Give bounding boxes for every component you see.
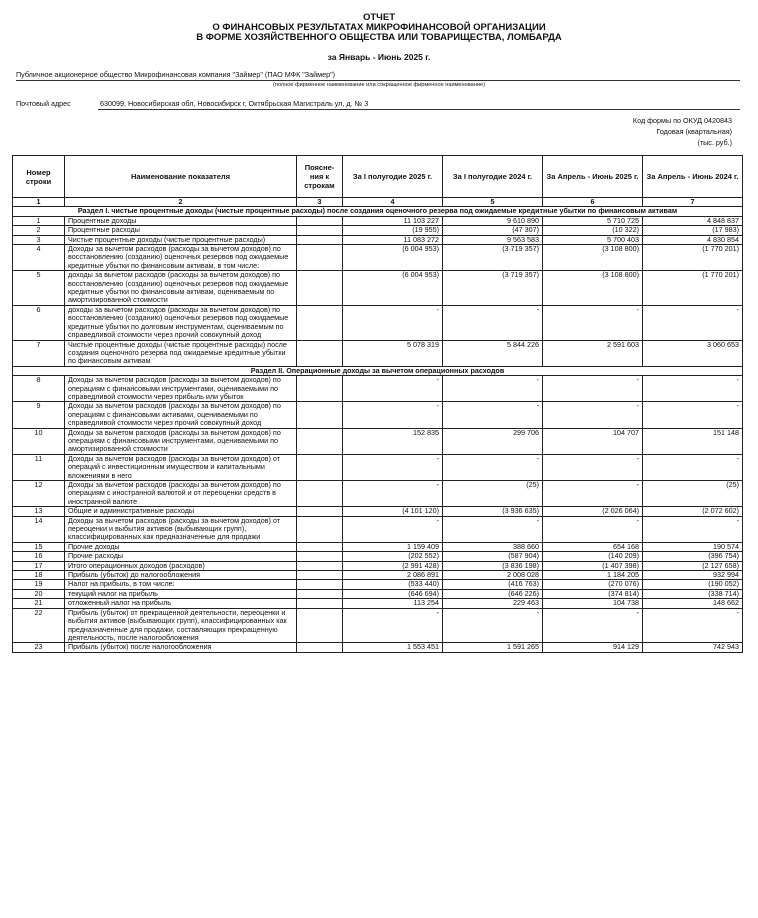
value-q2-2025: 104 738 — [543, 599, 643, 608]
value-h1-2024: - — [443, 516, 543, 542]
table-row — [13, 608, 743, 643]
report-period: за Январь - Июнь 2025 г. — [327, 52, 431, 62]
address-label: Почтовый адрес — [16, 99, 71, 108]
row-name: Чистые процентные доходы (чистые процентные расходы) — [65, 235, 297, 244]
value-q2-2025: 5 700 403 — [543, 235, 643, 244]
value-h1-2025: 5 078 319 — [343, 340, 443, 366]
row-number: 11 — [13, 454, 65, 480]
row-name: Доходы за вычетом расходов (расходы за вычетом доходов) по операциям с финансовыми инструментами, оцениваемыми по справедливой стоимости через прибыль или убыток — [65, 376, 297, 402]
value-q2-2024: (396 754) — [643, 552, 743, 561]
value-h1-2024: (3 719 357) — [443, 245, 543, 271]
row-number: 14 — [13, 516, 65, 542]
row-name: доходы за вычетом расходов (расходы за вычетом доходов) по восстановлению (созданию) оценочных резервов под ожидаемые кредитные убытки по долговым инструментам, оцениваемым по справедливой стоимости через прочий совокупный доход — [65, 305, 297, 340]
value-h1-2024: (646 226) — [443, 589, 543, 598]
value-h1-2025: - — [343, 376, 443, 402]
row-note — [297, 305, 343, 340]
value-h1-2025: 11 103 227 — [343, 216, 443, 225]
value-q2-2025: - — [543, 608, 643, 643]
report-subtitle-2: В ФОРМЕ ХОЗЯЙСТВЕННОГО ОБЩЕСТВА ИЛИ ТОВАРИЩЕСТВА, ЛОМБАРДА — [196, 32, 562, 43]
row-number: 12 — [13, 481, 65, 507]
column-number: 4 — [343, 198, 443, 207]
value-q2-2024: (190 052) — [643, 580, 743, 589]
row-note — [297, 561, 343, 570]
header-h1-2024: За I полугодие 2024 г. — [443, 156, 543, 198]
row-note — [297, 245, 343, 271]
value-h1-2025: - — [343, 481, 443, 507]
table-row — [13, 402, 743, 428]
value-q2-2024: (338 714) — [643, 589, 743, 598]
value-h1-2024: (587 904) — [443, 552, 543, 561]
table-row — [13, 305, 743, 340]
value-h1-2024: (3 936 635) — [443, 507, 543, 516]
row-number: 16 — [13, 552, 65, 561]
table-row — [13, 516, 743, 542]
value-h1-2025: (202 552) — [343, 552, 443, 561]
row-note — [297, 608, 343, 643]
row-note — [297, 571, 343, 580]
value-q2-2024: 742 943 — [643, 643, 743, 652]
value-q2-2024: 4 830 854 — [643, 235, 743, 244]
row-number: 10 — [13, 428, 65, 454]
row-number: 8 — [13, 376, 65, 402]
value-h1-2024: - — [443, 402, 543, 428]
value-q2-2025: - — [543, 402, 643, 428]
value-q2-2024: - — [643, 608, 743, 643]
value-q2-2024: (25) — [643, 481, 743, 507]
organization-hint: (полное фирменное наименование или сокращенное фирменное наименование) — [273, 82, 485, 88]
value-q2-2025: 654 168 — [543, 542, 643, 551]
value-q2-2025: 104 707 — [543, 428, 643, 454]
value-h1-2025: (6 004 953) — [343, 245, 443, 271]
value-q2-2024: 4 848 837 — [643, 216, 743, 225]
column-number: 3 — [297, 198, 343, 207]
value-q2-2025: - — [543, 516, 643, 542]
row-note — [297, 402, 343, 428]
value-h1-2024: 9 563 583 — [443, 235, 543, 244]
row-name: Чистые процентные доходы (чистые процентные расходы) после создания оценочного резерва под ожидаемые кредитные убытки по финансовым активам — [65, 340, 297, 366]
row-name: Доходы за вычетом расходов (расходы за вычетом доходов) от переоценки и выбытия активов (выбывающих групп), классифицированных как предназначенные для продажи — [65, 516, 297, 542]
value-q2-2025: (140 209) — [543, 552, 643, 561]
value-q2-2024: - — [643, 305, 743, 340]
row-name: Прибыль (убыток) после налогообложения — [65, 643, 297, 652]
value-h1-2025: (533 440) — [343, 580, 443, 589]
value-h1-2024: 1 591 265 — [443, 643, 543, 652]
value-h1-2025: 1 553 451 — [343, 643, 443, 652]
value-q2-2024: - — [643, 454, 743, 480]
value-q2-2024: - — [643, 402, 743, 428]
table-row — [13, 226, 743, 235]
value-q2-2025: - — [543, 305, 643, 340]
header-h1-2025: За I полугодие 2025 г. — [343, 156, 443, 198]
value-q2-2025: - — [543, 481, 643, 507]
row-name: Доходы за вычетом расходов (расходы за вычетом доходов) по операциям с финансовыми активами, оцениваемыми по справедливой стоимости через прочий совокупный доход — [65, 402, 297, 428]
organization-name: Публичное акционерное общество Микрофинансовая компания "Займер" (ПАО МФК "Займер") — [16, 70, 336, 79]
row-number: 19 — [13, 580, 65, 589]
address-underline — [98, 109, 740, 110]
row-note — [297, 340, 343, 366]
row-number: 20 — [13, 589, 65, 598]
value-q2-2025: 1 184 205 — [543, 571, 643, 580]
row-name: Процентные расходы — [65, 226, 297, 235]
value-h1-2025: (19 955) — [343, 226, 443, 235]
value-h1-2025: - — [343, 516, 443, 542]
value-h1-2025: 152 835 — [343, 428, 443, 454]
row-name: Доходы за вычетом расходов (расходы за вычетом доходов) по восстановлению (созданию) оценочных резервов под ожидаемые кредитные убытки по финансовым активам, в том числе: — [65, 245, 297, 271]
table-row — [13, 643, 743, 652]
row-note — [297, 507, 343, 516]
row-name: Общие и административные расходы — [65, 507, 297, 516]
report-title: ОТЧЕТ — [362, 12, 395, 23]
address-value: 630099, Новосибирская обл, Новосибирск г, Октябрьская Магистраль ул, д. № 3 — [100, 99, 369, 108]
section-1-title: Раздел I. чистые процентные доходы (чистые процентные расходы) после создания оценочного резерва под ожидаемые кредитные убытки по финансовым активам — [13, 207, 743, 216]
row-number: 21 — [13, 599, 65, 608]
value-h1-2024: (25) — [443, 481, 543, 507]
table-row — [13, 428, 743, 454]
value-h1-2024: 388 660 — [443, 542, 543, 551]
value-h1-2024: (3 836 198) — [443, 561, 543, 570]
row-name: Итого операционных доходов (расходов) — [65, 561, 297, 570]
value-h1-2024: (47 307) — [443, 226, 543, 235]
value-q2-2024: (17 983) — [643, 226, 743, 235]
section-row — [13, 207, 743, 216]
row-name: доходы за вычетом расходов (расходы за вычетом доходов) по восстановлению (созданию) оценочных резервов под ожидаемые кредитные убытки по финансовым активам, оцениваемым по амортизированной стоимости — [65, 271, 297, 306]
table-row — [13, 376, 743, 402]
table-row — [13, 340, 743, 366]
value-q2-2025: (10 322) — [543, 226, 643, 235]
row-name: Прибыль (убыток) до налогообложения — [65, 571, 297, 580]
column-number: 7 — [643, 198, 743, 207]
value-h1-2024: 299 706 — [443, 428, 543, 454]
value-q2-2024: 190 574 — [643, 542, 743, 551]
value-h1-2024: 2 008 028 — [443, 571, 543, 580]
value-h1-2025: - — [343, 608, 443, 643]
value-q2-2025: (270 076) — [543, 580, 643, 589]
row-name: Процентные доходы — [65, 216, 297, 225]
row-note — [297, 454, 343, 480]
row-note — [297, 428, 343, 454]
value-q2-2024: - — [643, 516, 743, 542]
value-q2-2025: (3 108 800) — [543, 271, 643, 306]
row-note — [297, 271, 343, 306]
row-number: 18 — [13, 571, 65, 580]
value-h1-2024: (3 719 357) — [443, 271, 543, 306]
periodicity: Годовая (квартальная) — [656, 127, 732, 136]
row-number: 5 — [13, 271, 65, 306]
column-number: 2 — [65, 198, 297, 207]
row-note — [297, 599, 343, 608]
value-h1-2024: - — [443, 454, 543, 480]
row-note — [297, 235, 343, 244]
value-h1-2024: (416 763) — [443, 580, 543, 589]
value-q2-2024: 932 994 — [643, 571, 743, 580]
value-h1-2025: (2 991 428) — [343, 561, 443, 570]
row-name: Прочие доходы — [65, 542, 297, 551]
header-notes: Поясне-ния к строкам — [297, 156, 343, 198]
value-h1-2024: 9 610 890 — [443, 216, 543, 225]
value-q2-2024: - — [643, 376, 743, 402]
value-q2-2024: (2 127 658) — [643, 561, 743, 570]
row-number: 3 — [13, 235, 65, 244]
row-number: 4 — [13, 245, 65, 271]
value-q2-2025: - — [543, 376, 643, 402]
value-h1-2025: 2 086 891 — [343, 571, 443, 580]
organization-underline — [16, 80, 740, 81]
row-name: отложенный налог на прибыль — [65, 599, 297, 608]
value-h1-2024: - — [443, 305, 543, 340]
report-subtitle-1: О ФИНАНСОВЫХ РЕЗУЛЬТАТАХ МИКРОФИНАНСОВОЙ ОРГАНИЗАЦИИ — [212, 22, 546, 33]
row-number: 2 — [13, 226, 65, 235]
row-name: Доходы за вычетом расходов (расходы за вычетом доходов) по операциям с иностранной валютой и от переоценки средств в иностранной валюте — [65, 481, 297, 507]
value-q2-2024: 3 060 653 — [643, 340, 743, 366]
row-name: Доходы за вычетом расходов (расходы за вычетом доходов) от операций с инвестиционным имуществом и капитальными вложениями в него — [65, 454, 297, 480]
value-q2-2024: 148 662 — [643, 599, 743, 608]
value-q2-2024: (1 770 201) — [643, 245, 743, 271]
table-header-row — [13, 156, 743, 198]
header-q2-2024: За Апрель - Июнь 2024 г. — [643, 156, 743, 198]
value-h1-2025: (6 004 953) — [343, 271, 443, 306]
row-number: 7 — [13, 340, 65, 366]
value-q2-2025: (1 407 398) — [543, 561, 643, 570]
row-number: 15 — [13, 542, 65, 551]
row-number: 6 — [13, 305, 65, 340]
table-row — [13, 507, 743, 516]
value-h1-2025: (4 101 120) — [343, 507, 443, 516]
row-number: 1 — [13, 216, 65, 225]
value-h1-2025: 11 083 272 — [343, 235, 443, 244]
row-note — [297, 552, 343, 561]
row-note — [297, 589, 343, 598]
header-q2-2025: За Апрель - Июнь 2025 г. — [543, 156, 643, 198]
financial-results-table — [12, 155, 743, 653]
value-q2-2025: 5 710 725 — [543, 216, 643, 225]
value-h1-2025: 113 254 — [343, 599, 443, 608]
table-row — [13, 580, 743, 589]
value-h1-2024: 5 844 226 — [443, 340, 543, 366]
row-note — [297, 376, 343, 402]
value-h1-2025: - — [343, 305, 443, 340]
row-note — [297, 216, 343, 225]
value-q2-2025: 914 129 — [543, 643, 643, 652]
row-number: 22 — [13, 608, 65, 643]
value-h1-2025: (646 694) — [343, 589, 443, 598]
value-h1-2024: - — [443, 608, 543, 643]
row-note — [297, 542, 343, 551]
row-note — [297, 481, 343, 507]
value-q2-2025: (2 026 064) — [543, 507, 643, 516]
row-number: 13 — [13, 507, 65, 516]
header-indicator-name: Наименование показателя — [65, 156, 297, 198]
row-name: текущий налог на прибыль — [65, 589, 297, 598]
table-row — [13, 245, 743, 271]
value-h1-2025: - — [343, 402, 443, 428]
row-number: 23 — [13, 643, 65, 652]
value-h1-2025: 1 159 409 — [343, 542, 443, 551]
value-h1-2024: - — [443, 376, 543, 402]
okud-code: Код формы по ОКУД 0420843 — [632, 116, 732, 125]
row-number: 17 — [13, 561, 65, 570]
row-note — [297, 226, 343, 235]
value-q2-2024: 151 148 — [643, 428, 743, 454]
table-row — [13, 599, 743, 608]
value-q2-2024: (1 770 201) — [643, 271, 743, 306]
units: (тыс. руб.) — [697, 138, 732, 147]
row-name: Прибыль (убыток) от прекращенной деятельности, переоценки и выбытия активов (выбывающих групп), классифицированных как предназначенные для продажи, составляющих прекращенную деятельность, после налогообложения — [65, 608, 297, 643]
value-h1-2024: 229 463 — [443, 599, 543, 608]
row-name: Доходы за вычетом расходов (расходы за вычетом доходов) по операциям с финансовыми инструментами, оцениваемыми по амортизированной стоимости — [65, 428, 297, 454]
column-number: 1 — [13, 198, 65, 207]
header-row-number: Номер строки — [13, 156, 65, 198]
row-name: Прочие расходы — [65, 552, 297, 561]
value-q2-2025: 2 591 603 — [543, 340, 643, 366]
value-q2-2025: (3 108 800) — [543, 245, 643, 271]
value-q2-2025: - — [543, 454, 643, 480]
value-h1-2025: - — [343, 454, 443, 480]
row-note — [297, 643, 343, 652]
table-row — [13, 481, 743, 507]
table-row — [13, 552, 743, 561]
row-number: 9 — [13, 402, 65, 428]
value-q2-2024: (2 072 602) — [643, 507, 743, 516]
value-q2-2025: (374 814) — [543, 589, 643, 598]
column-number: 5 — [443, 198, 543, 207]
row-note — [297, 516, 343, 542]
row-name: Налог на прибыль, в том числе: — [65, 580, 297, 589]
column-number: 6 — [543, 198, 643, 207]
table-row — [13, 271, 743, 306]
row-note — [297, 580, 343, 589]
section-2-title: Раздел II. Операционные доходы за вычетом операционных расходов — [13, 366, 743, 375]
table-row — [13, 454, 743, 480]
